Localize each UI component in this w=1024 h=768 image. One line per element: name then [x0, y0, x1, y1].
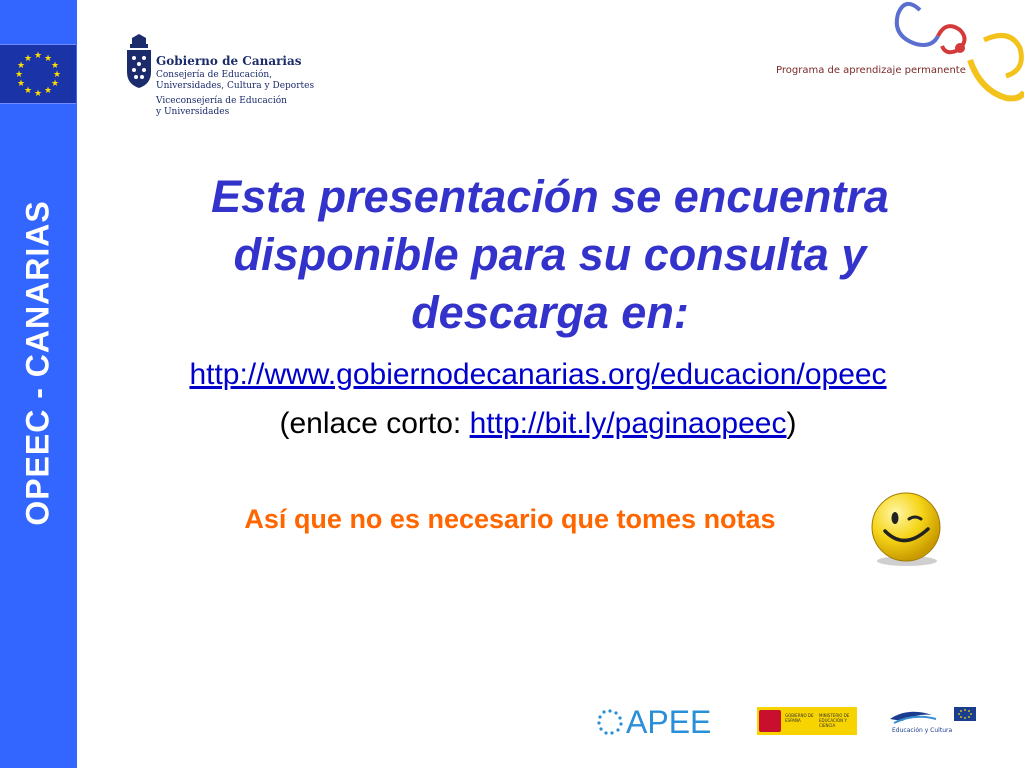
url-main-link[interactable]: http://www.gobiernodecanarias.org/educacion/opeec	[189, 358, 887, 391]
notes-text: Así que no es necesario que tomes notas	[244, 504, 776, 534]
svg-text:★: ★	[43, 54, 53, 64]
url-short-prefix: (enlace corto:	[279, 407, 470, 440]
gobierno-line-4: y Universidades	[156, 107, 230, 117]
educacion-cultura-text: Educación y Cultura	[892, 727, 953, 734]
url-short-suffix: )	[786, 407, 797, 440]
programa-text: Programa de aprendizaje permanente	[776, 65, 966, 76]
gobierno-line-1: Consejería de Educación,	[156, 70, 273, 80]
svg-text:★: ★	[16, 61, 26, 71]
educacion-cultura-icon	[888, 705, 978, 727]
svg-text:★: ★	[33, 51, 43, 61]
svg-text:★: ★	[50, 61, 60, 71]
svg-text:★: ★	[50, 79, 60, 89]
apee-text: APEE	[626, 704, 712, 740]
url-short-line	[120, 407, 956, 441]
spain-shield-icon	[759, 710, 781, 732]
svg-text:★: ★	[52, 70, 62, 80]
gobierno-line-2: Universidades, Cultura y Deportes	[156, 81, 315, 91]
svg-text:★: ★	[23, 54, 33, 64]
headline: Esta presentación se encuentra disponible para su consulta y descarga en:	[211, 171, 889, 338]
svg-text:★: ★	[14, 70, 24, 80]
url-short-link[interactable]: http://bit.ly/paginaopeec	[469, 407, 787, 440]
svg-text:★: ★	[33, 89, 43, 99]
educacion-cultura-logo	[888, 705, 978, 737]
sidebar	[0, 0, 77, 768]
sidebar-title: OPEEC - CANARIAS	[19, 200, 56, 526]
eu-flag-icon	[0, 44, 76, 104]
ministerio-logo	[757, 707, 857, 735]
ministerio-text-2: MINISTERIO DE EDUCACIÓN Y CIENCIA	[819, 713, 850, 728]
canarias-shield-icon	[124, 34, 154, 90]
ministerio-text-1: GOBIERNO DE ESPAÑA	[785, 713, 814, 723]
programa-aprendizaje-logo	[770, 0, 1024, 108]
gobierno-line-3: Viceconsejería de Educación	[156, 96, 287, 106]
swirl-logo-icon	[770, 0, 1024, 108]
svg-text:★: ★	[16, 79, 26, 89]
gobierno-name: Gobierno de Canarias	[156, 54, 302, 68]
apee-ring-icon	[596, 708, 624, 736]
gobierno-canarias-logo	[124, 34, 354, 124]
url-main-line	[120, 358, 956, 392]
svg-text:★: ★	[23, 86, 33, 96]
svg-text:★: ★	[43, 86, 53, 96]
winking-smiley-icon	[868, 491, 946, 569]
